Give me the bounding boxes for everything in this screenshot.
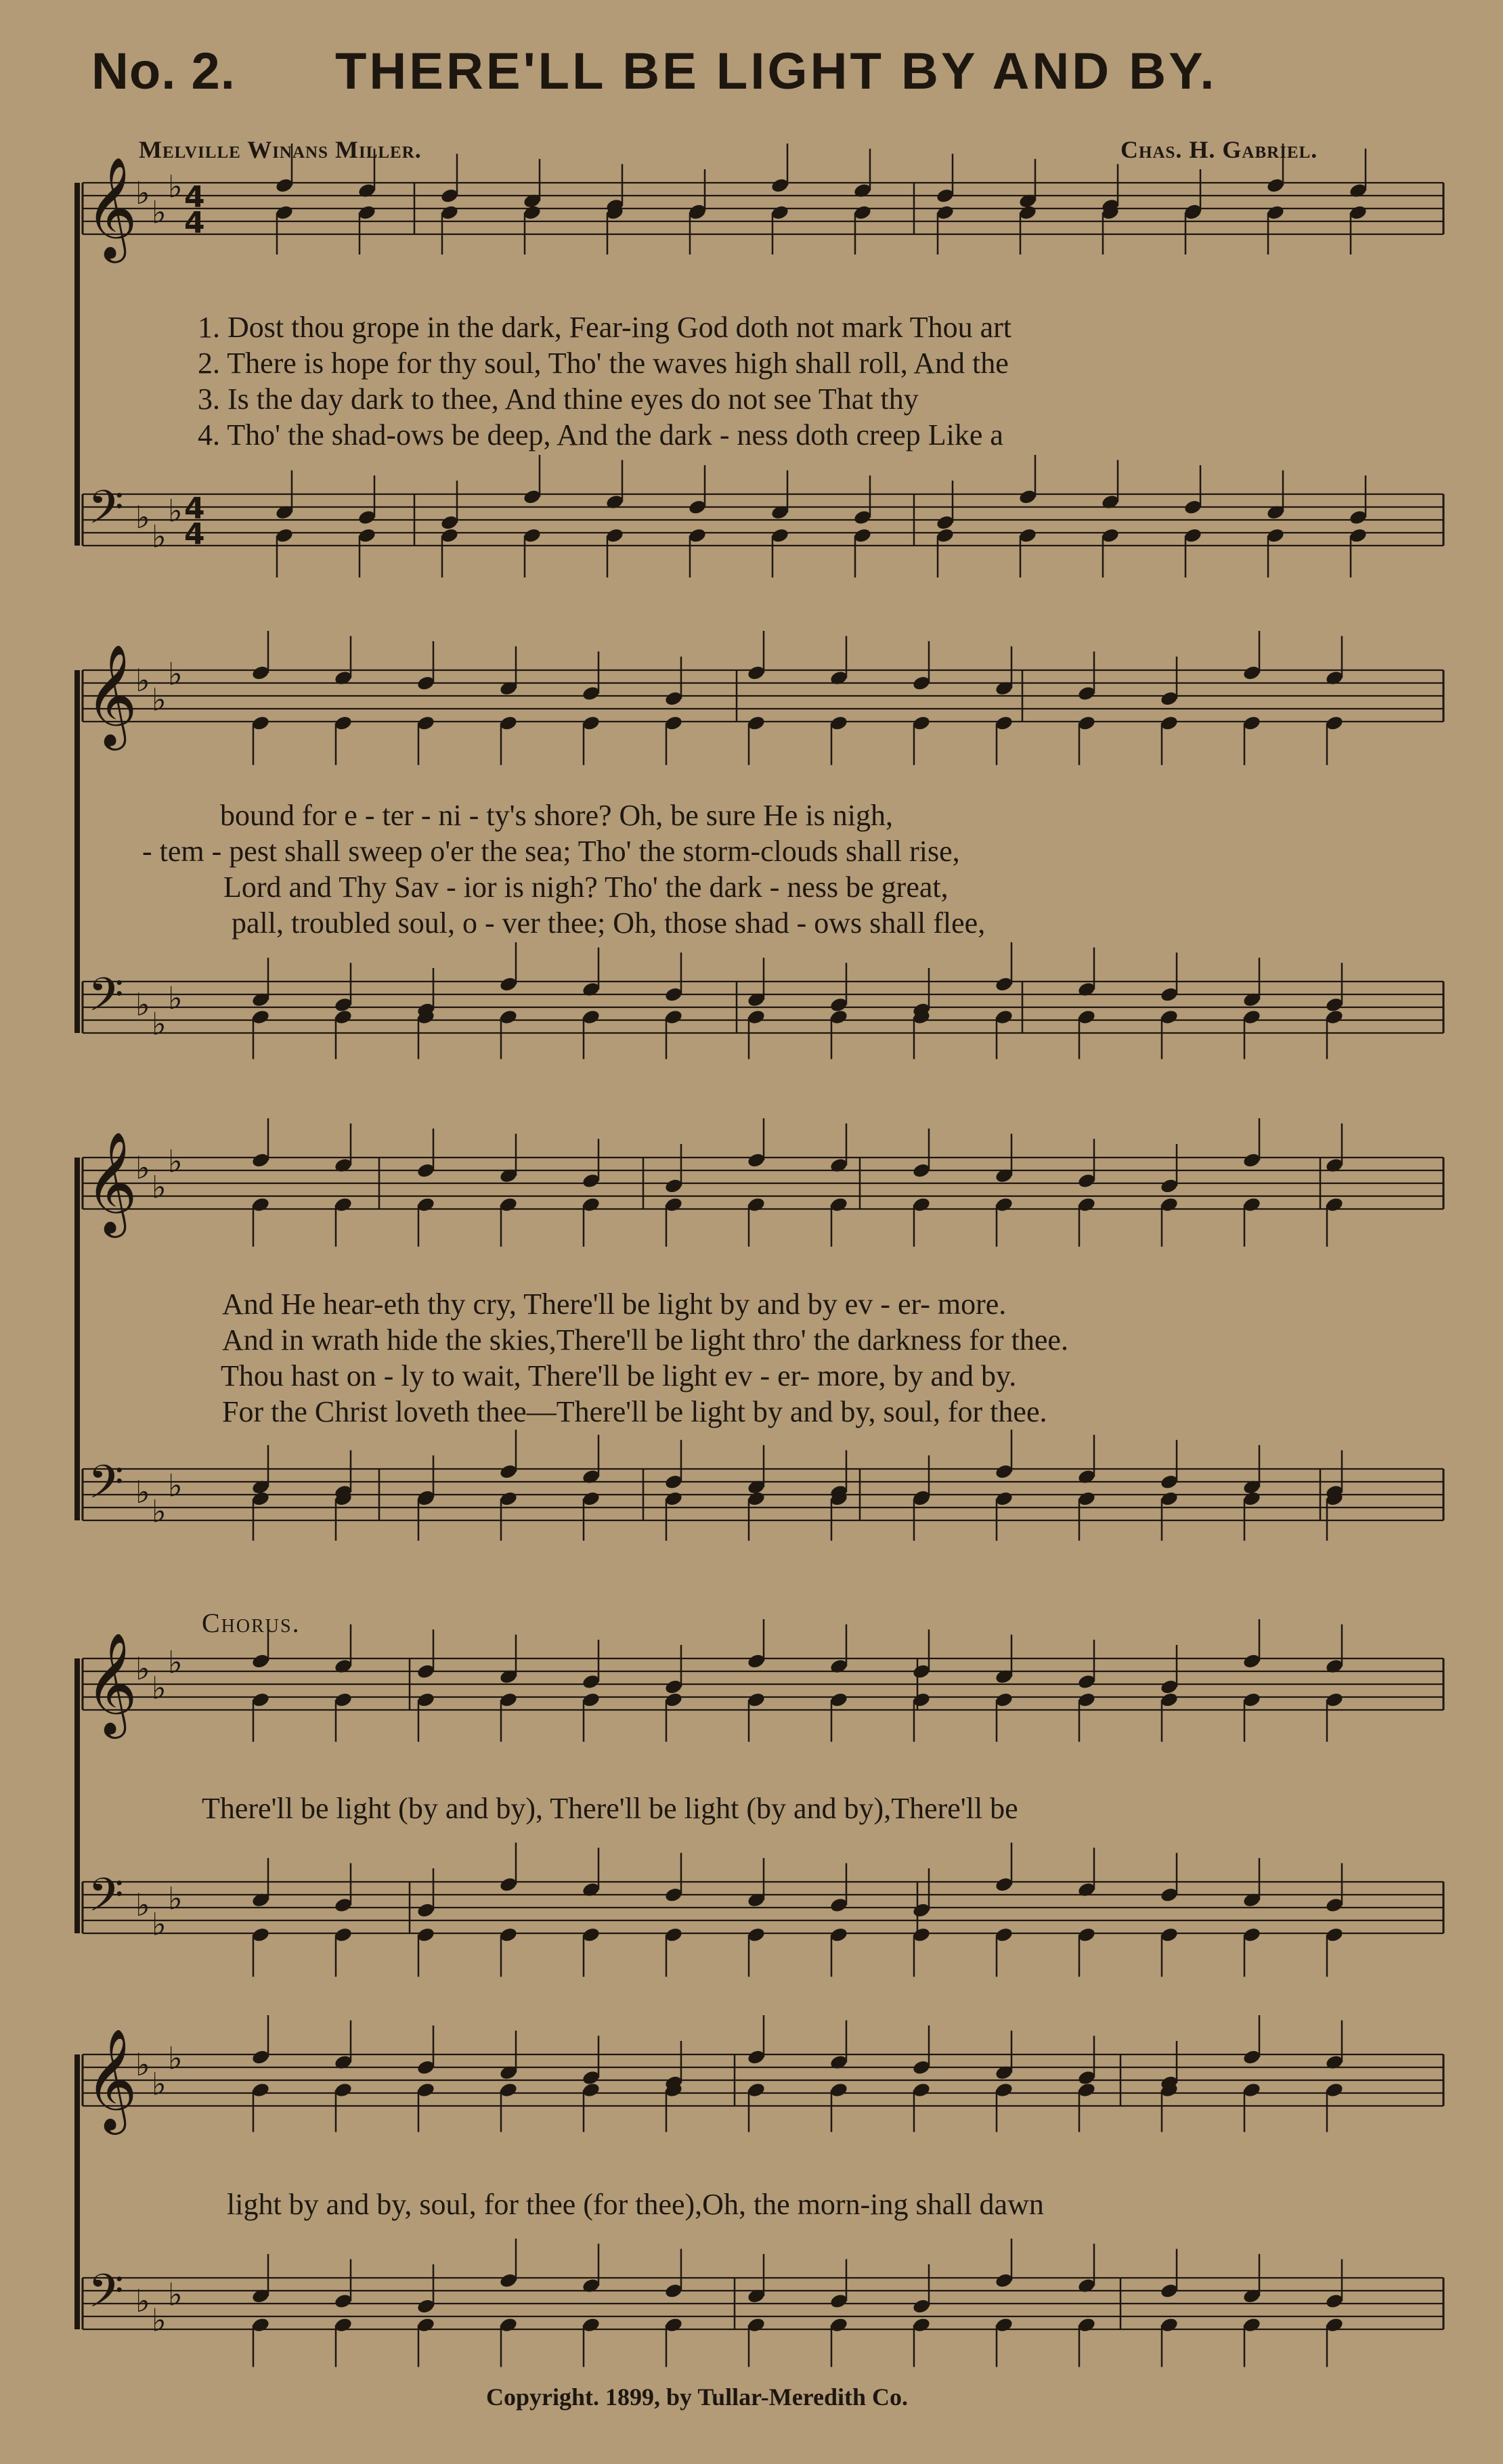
flat-icon: ♭ xyxy=(152,2302,167,2339)
flat-icon: ♭ xyxy=(135,2046,150,2083)
system-bracket xyxy=(74,2054,80,2329)
lyricist-credit: Melville Winans Miller. xyxy=(139,136,422,163)
flat-icon: ♭ xyxy=(135,1149,150,1186)
lyric-s1-v4: 4. Tho' the shad-ows be deep, And the dark - ness doth creep Like a xyxy=(198,418,1003,452)
composer-credit: Chas. H. Gabriel. xyxy=(1120,136,1318,163)
flat-icon: ♭ xyxy=(168,980,183,1017)
chorus-lyric-line2: light by and by, soul, for thee (for thee),Oh, the morn-ing shall dawn xyxy=(227,2188,1044,2221)
copyright-notice: Copyright. 1899, by Tullar-Meredith Co. xyxy=(486,2383,909,2411)
flat-icon: ♭ xyxy=(135,1474,150,1510)
flat-icon: ♭ xyxy=(168,492,183,529)
flat-icon: ♭ xyxy=(135,2283,150,2319)
bass-clef-icon: 𝄢 xyxy=(88,1456,124,1520)
lyric-s2-v4: pall, troubled soul, o - ver thee; Oh, those shad - ows shall flee, xyxy=(232,906,986,940)
flat-icon: ♭ xyxy=(152,1906,167,1943)
flat-icon: ♭ xyxy=(152,1168,167,1206)
flat-icon: ♭ xyxy=(135,662,150,699)
time-signature-top: 4 xyxy=(184,180,205,215)
lyric-s2-v2: - tem - pest shall sweep o'er the sea; Tho' the storm-clouds shall rise, xyxy=(142,835,960,868)
flat-icon: ♭ xyxy=(152,194,167,231)
lyric-s1-v3: 3. Is the day dark to thee, And thine eyes do not see That thy xyxy=(198,382,919,416)
lyric-s3-v3: Thou hast on - ly to wait, There'll be light ev - er- more, by and by. xyxy=(221,1359,1017,1392)
time-signature-bottom: 4 xyxy=(184,206,205,240)
lyric-s2-v3: Lord and Thy Sav - ior is nigh? Tho' the dark - ness be great, xyxy=(223,871,949,904)
flat-icon: ♭ xyxy=(168,2040,183,2077)
lyric-s2-v1: bound for e - ter - ni - ty's shore? Oh, be sure He is nigh, xyxy=(220,799,894,832)
bass-clef-icon: 𝄢 xyxy=(88,2265,124,2329)
treble-clef-icon: 𝄞 xyxy=(85,156,137,259)
flat-icon: ♭ xyxy=(152,518,167,555)
system-bracket xyxy=(74,1658,80,1933)
flat-icon: ♭ xyxy=(168,1644,183,1681)
flat-icon: ♭ xyxy=(152,1493,167,1530)
chorus-label: Chorus. xyxy=(202,1608,301,1638)
flat-icon: ♭ xyxy=(152,1669,167,1707)
flat-icon: ♭ xyxy=(152,1005,167,1042)
system-bracket xyxy=(74,670,80,1033)
flat-icon: ♭ xyxy=(168,655,183,692)
flat-icon: ♭ xyxy=(152,681,167,718)
flat-icon: ♭ xyxy=(135,1650,150,1687)
treble-clef-icon: 𝄞 xyxy=(85,643,137,746)
hymn-title: THERE'LL BE LIGHT BY AND BY. xyxy=(335,43,1217,100)
flat-icon: ♭ xyxy=(135,499,150,535)
treble-clef-icon: 𝄞 xyxy=(85,1631,137,1734)
time-signature-top: 4 xyxy=(184,491,205,526)
treble-clef-icon: 𝄞 xyxy=(85,2027,137,2130)
lyric-s3-v1: And He hear-eth thy cry, There'll be light by and by ev - er- more. xyxy=(222,1288,1007,1321)
flat-icon: ♭ xyxy=(152,2065,167,2103)
time-signature-bottom: 4 xyxy=(184,517,205,552)
flat-icon: ♭ xyxy=(168,1880,183,1917)
system-bracket xyxy=(74,1158,80,1520)
bass-clef-icon: 𝄢 xyxy=(88,1869,124,1933)
lyric-s3-v4: For the Christ loveth thee—There'll be light by and by, soul, for thee. xyxy=(222,1395,1047,1428)
flat-icon: ♭ xyxy=(135,175,150,211)
hymn-number: No. 2. xyxy=(91,43,236,100)
lyric-s1-v2: 2. There is hope for thy soul, Tho' the waves high shall roll, And the xyxy=(198,347,1009,380)
bass-clef-icon: 𝄢 xyxy=(88,481,124,546)
flat-icon: ♭ xyxy=(135,986,150,1023)
flat-icon: ♭ xyxy=(168,1467,183,1504)
flat-icon: ♭ xyxy=(168,2276,183,2313)
flat-icon: ♭ xyxy=(168,1143,183,1180)
treble-clef-icon: 𝄞 xyxy=(85,1130,137,1233)
lyric-s3-v2: And in wrath hide the skies,There'll be light thro' the darkness for thee. xyxy=(222,1323,1068,1357)
bass-clef-icon: 𝄢 xyxy=(88,969,124,1033)
flat-icon: ♭ xyxy=(168,168,183,205)
chorus-lyric-line1: There'll be light (by and by), There'll be light (by and by),There'll be xyxy=(202,1792,1018,1825)
lyric-s1-v1: 1. Dost thou grope in the dark, Fear-ing God doth not mark Thou art xyxy=(198,311,1011,344)
system-bracket xyxy=(74,183,80,546)
flat-icon: ♭ xyxy=(135,1887,150,1923)
